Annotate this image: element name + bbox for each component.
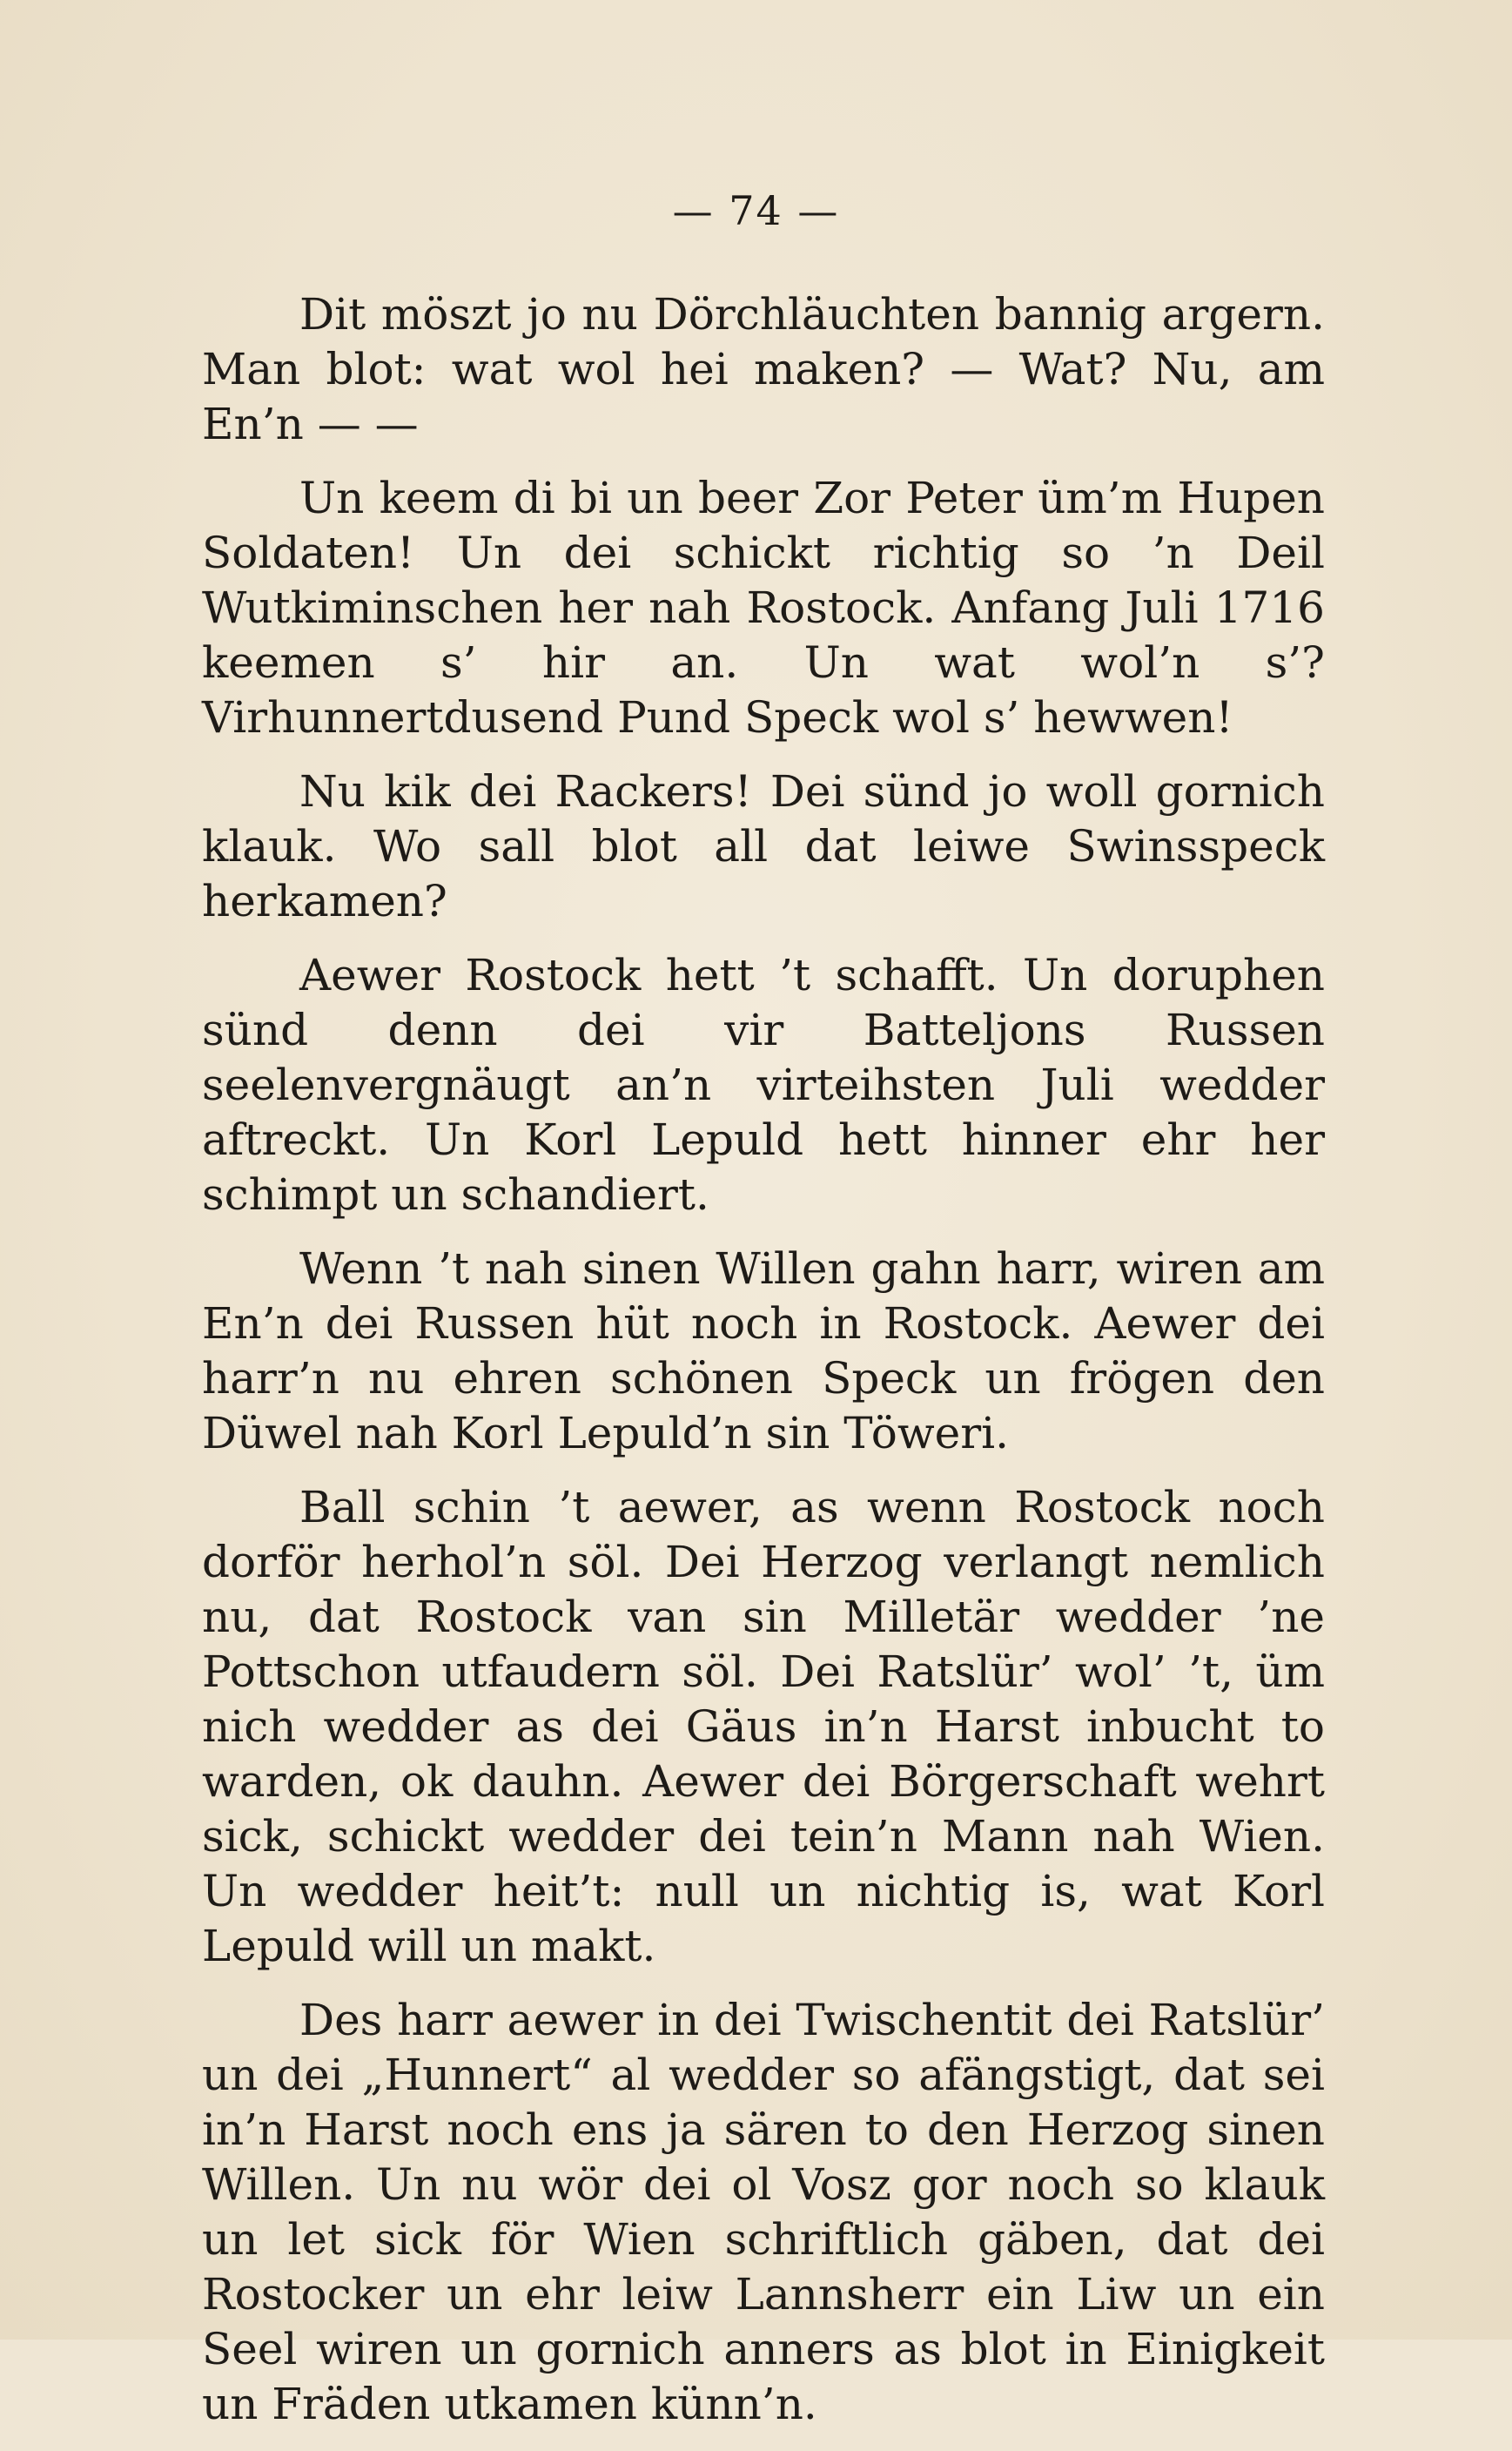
paragraph-1: Dit möszt jo nu Dörchläuchten bannig argern. Man blot: wat wol hei maken? — Wat? Nu, am En’n — — bbox=[202, 289, 1325, 449]
page-number: — 74 — bbox=[672, 187, 840, 234]
paragraph-4: Aewer Rostock hett ’t schafft. Un doruphen sünd denn dei vir Batteljons Russen seelenvergnäugt an’n virteihsten Juli wedder aftreckt. Un Korl Lepuld hett hinner ehr her schimpt un schandiert. bbox=[202, 950, 1325, 1220]
body-text bbox=[202, 287, 1325, 2451]
paragraph-3: Nu kik dei Rackers! Dei sünd jo woll gornich klauk. Wo sall blot all dat leiwe Swinsspeck herkamen? bbox=[202, 766, 1325, 926]
paragraph-5: Wenn ’t nah sinen Willen gahn harr, wiren am En’n dei Russen hüt noch in Rostock. Aewer dei harr’n nu ehren schönen Speck un frögen den Düwel nah Korl Lepuld’n sin Töweri. bbox=[202, 1243, 1325, 1458]
paragraph-7: Des harr aewer in dei Twischentit dei Ratslür’ un dei „Hunnert“ al wedder so afängstigt, dat sei in’n Harst noch ens ja sären to den Herzog sinen Willen. Un nu wör dei ol Vosz gor noch so klauk un let sick för Wien schriftlich gäben, dat dei Rostocker un ehr leiw Lannsherr ein Liw un ein Seel wiren un gornich anners as blot in Einigkeit un Fräden utkamen künn’n. bbox=[202, 1995, 1325, 2429]
paragraph-2: Un keem di bi un beer Zor Peter üm’m Hupen Soldaten! Un dei schickt richtig so ’n Deil Wutkiminschen her nah Rostock. Anfang Juli 1716 keemen s’ hir an. Un wat wol’n s’? Virhunnertdusend Pund Speck wol s’ hewwen! bbox=[202, 473, 1325, 743]
paragraph-6: Ball schin ’t aewer, as wenn Rostock noch dorför herhol’n söl. Dei Herzog verlangt nemlich nu, dat Rostock van sin Milletär wedder ’ne Pottschon utfaudern söl. Dei Ratslür’ wol’ ’t, üm nich wedder as dei Gäus in’n Harst inbucht to warden, ok dauhn. Aewer dei Börgerschaft wehrt sick, schickt wedder dei tein’n Mann nah Wien. Un wedder heit’t: null un nichtig is, wat Korl Lepuld will un makt. bbox=[202, 1482, 1325, 1971]
